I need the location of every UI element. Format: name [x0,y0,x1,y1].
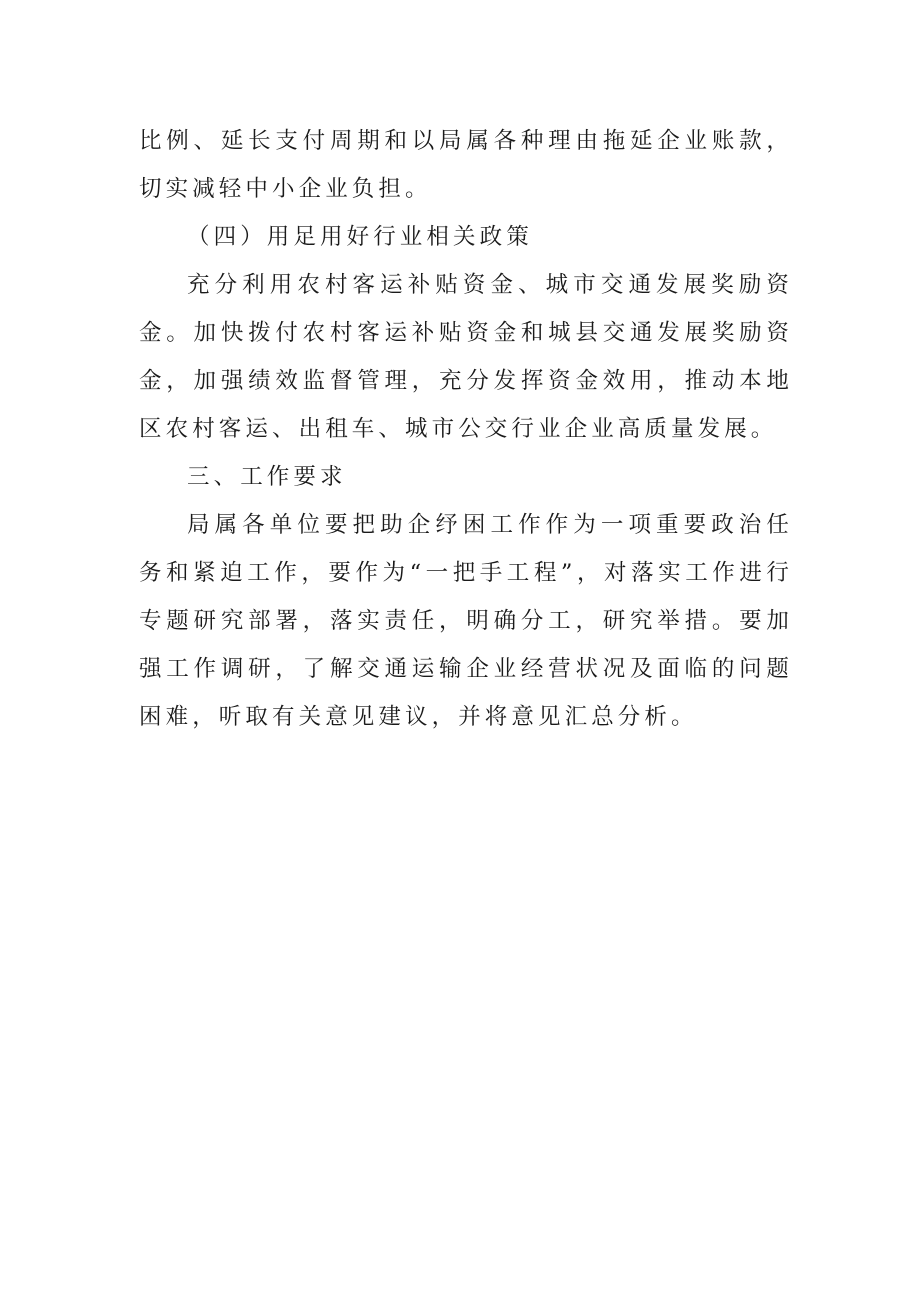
paragraph-payment-burden: 比例、延长支付周期和以局属各种理由拖延企业账款，切实减轻中小企业负担。 [139,128,793,202]
document-body [139,117,793,741]
paragraph-work-requirements: 局属各单位要把助企纾困工作作为一项重要政治任务和紧迫工作，要作为“一把手工程”，对落实工作进行专题研究部署，落实责任，明确分工，研究举措。要加强工作调研，了解交通运输企业经营状况及面临的问题困难，听取有关意见建议，并将意见汇总分析。 [139,512,793,730]
heading-work-requirements: 三、工作要求 [187,464,347,490]
subheading-industry-policy: （四）用足用好行业相关政策 [187,224,533,250]
paragraph-subsidy-funds: 充分利用农村客运补贴资金、城市交通发展奖励资金。加快拨付农村客运补贴资金和城县交通发展奖励资金，加强绩效监督管理，充分发挥资金效用，推动本地区农村客运、出租车、城市公交行业企业高质量发展。 [139,272,793,442]
